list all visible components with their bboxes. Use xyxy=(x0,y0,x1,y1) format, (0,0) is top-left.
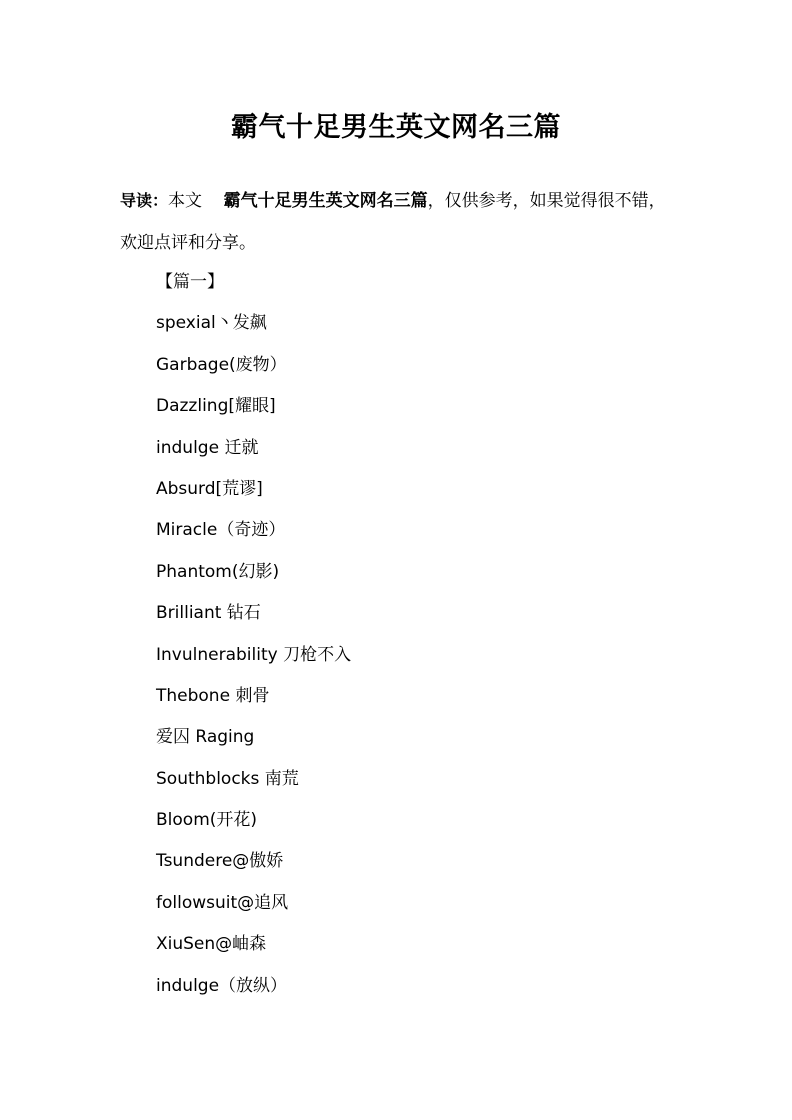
list-item: Dazzling[耀眼] xyxy=(156,396,276,417)
intro-doc-title: 霸气十足男生英文网名三篇 xyxy=(223,191,428,211)
list-item: indulge（放纵） xyxy=(156,975,288,996)
intro-suffix: ，仅供参考，如果觉得很不错，欢迎点评和分享。 xyxy=(120,191,666,253)
intro-label: 导读： xyxy=(120,191,169,210)
list-item: Invulnerability 刀枪不入 xyxy=(156,644,352,665)
list-item: Miracle（奇迹） xyxy=(156,520,286,541)
intro-paragraph xyxy=(120,180,680,264)
list-item: Brilliant 钻石 xyxy=(156,603,261,624)
list-item: 爱囚 Raging xyxy=(156,727,255,748)
list-item: Phantom(幻影) xyxy=(156,561,280,582)
list-item: XiuSen@岫森 xyxy=(156,934,267,955)
name-list xyxy=(156,262,351,1007)
list-item: Southblocks 南荒 xyxy=(156,768,299,789)
list-item: indulge 迁就 xyxy=(156,437,259,458)
section-heading: 【篇一】 xyxy=(156,272,224,292)
intro-prefix: 本文 xyxy=(168,191,203,211)
list-item: Garbage(废物） xyxy=(156,354,287,375)
page-title: 霸气十足男生英文网名三篇 xyxy=(231,112,561,143)
list-item: Tsundere@傲娇 xyxy=(156,851,284,872)
list-item: Absurd[荒谬] xyxy=(156,478,263,499)
list-item: Thebone 刺骨 xyxy=(156,685,270,706)
list-item: followsuit@追风 xyxy=(156,892,289,913)
list-item: spexial丶发飙 xyxy=(156,313,267,334)
list-item: Bloom(开花) xyxy=(156,810,258,831)
